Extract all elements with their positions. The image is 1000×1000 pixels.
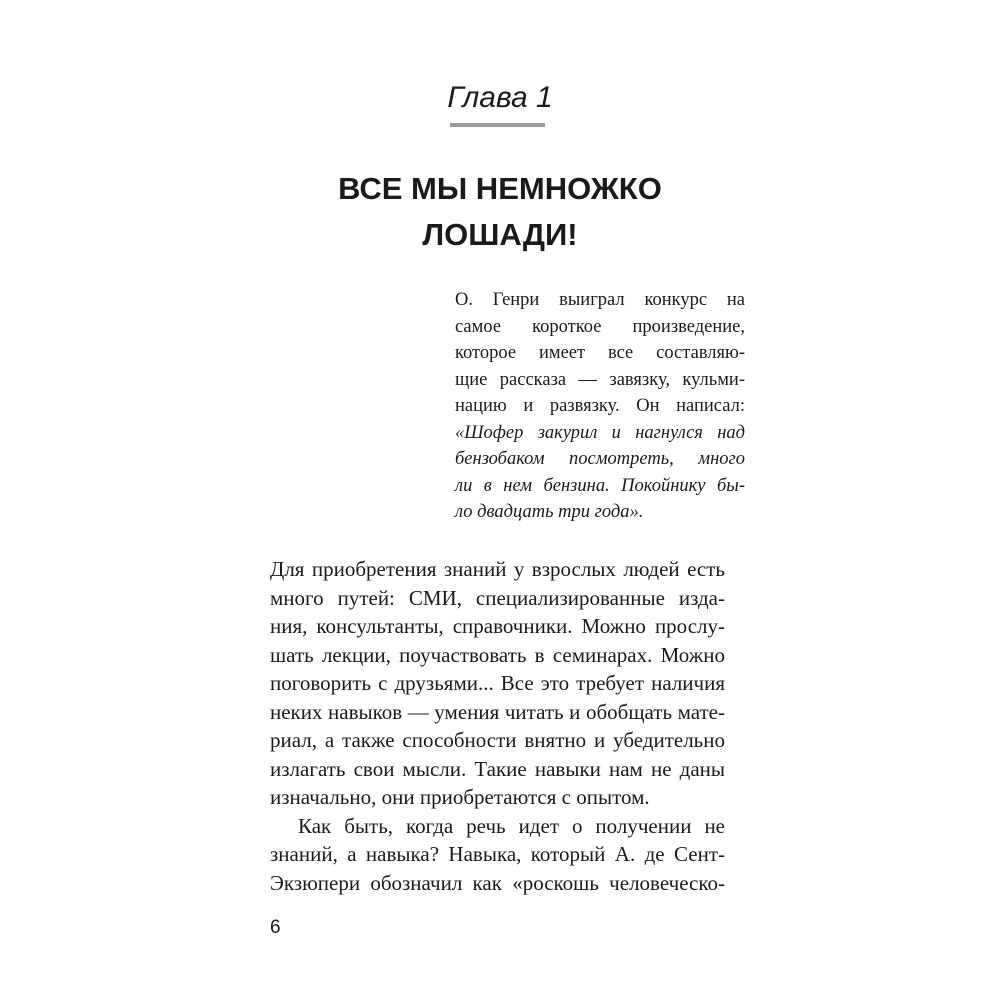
paragraph-line: Экзюпери обозначил как «роскошь человеческо-: [270, 870, 725, 895]
paragraph-line: Как быть, когда речь идет о получении не: [298, 813, 725, 838]
epigraph-quote-line: «Шофер закурил и нагнулся над: [455, 422, 745, 443]
chapter-label: Глава 1: [447, 81, 553, 114]
paragraph-line: изначально, они приобретаются с опытом.: [270, 785, 650, 809]
paragraph-line: знаний, а навыка? Навыка, который А. де Сент-: [270, 842, 725, 866]
chapter-title-line: ВСЕ МЫ НЕМНОЖКО: [338, 171, 662, 206]
epigraph-line: О. Генри выиграл конкурс на: [455, 290, 745, 310]
chapter-divider: [450, 123, 545, 127]
epigraph-line: которое имеет все составляю-: [455, 343, 745, 363]
epigraph-quote-line: ло двадцать три года».: [455, 502, 644, 522]
paragraph-line: излагать свои мысли. Такие навыки нам не даны: [270, 756, 725, 781]
epigraph-line: нацию и развязку. Он написал:: [455, 396, 745, 416]
paragraph-line: много путей: СМИ, специализированные изда-: [270, 585, 725, 610]
epigraph-line: самое короткое произведение,: [455, 316, 745, 337]
paragraph-line: неких навыков — умения читать и обобщать мате-: [270, 699, 725, 724]
paragraph-line: риал, а также способности внятно и убедительно: [270, 728, 725, 752]
paragraph-line: Для приобретения знаний у взрослых людей есть: [270, 557, 725, 581]
page-number: 6: [270, 917, 281, 938]
paragraph-line: поговорить с друзьями... Все это требует наличия: [270, 671, 725, 695]
chapter-title: [0, 166, 1000, 258]
chapter-title-line: ЛОШАДИ!: [422, 217, 578, 252]
paragraph-line: ния, консультанты, справочники. Можно прослу-: [270, 614, 725, 638]
epigraph-line: щие рассказа — завязку, кульми-: [455, 369, 745, 390]
epigraph: [455, 287, 745, 526]
paragraph-line: шать лекции, поучаствовать в семинарах. Можно: [270, 642, 725, 667]
epigraph-quote-line: бензобаком посмотреть, много: [455, 449, 745, 469]
epigraph-quote-line: ли в нем бензина. Покойнику бы-: [455, 475, 745, 496]
body-text: [270, 555, 725, 897]
